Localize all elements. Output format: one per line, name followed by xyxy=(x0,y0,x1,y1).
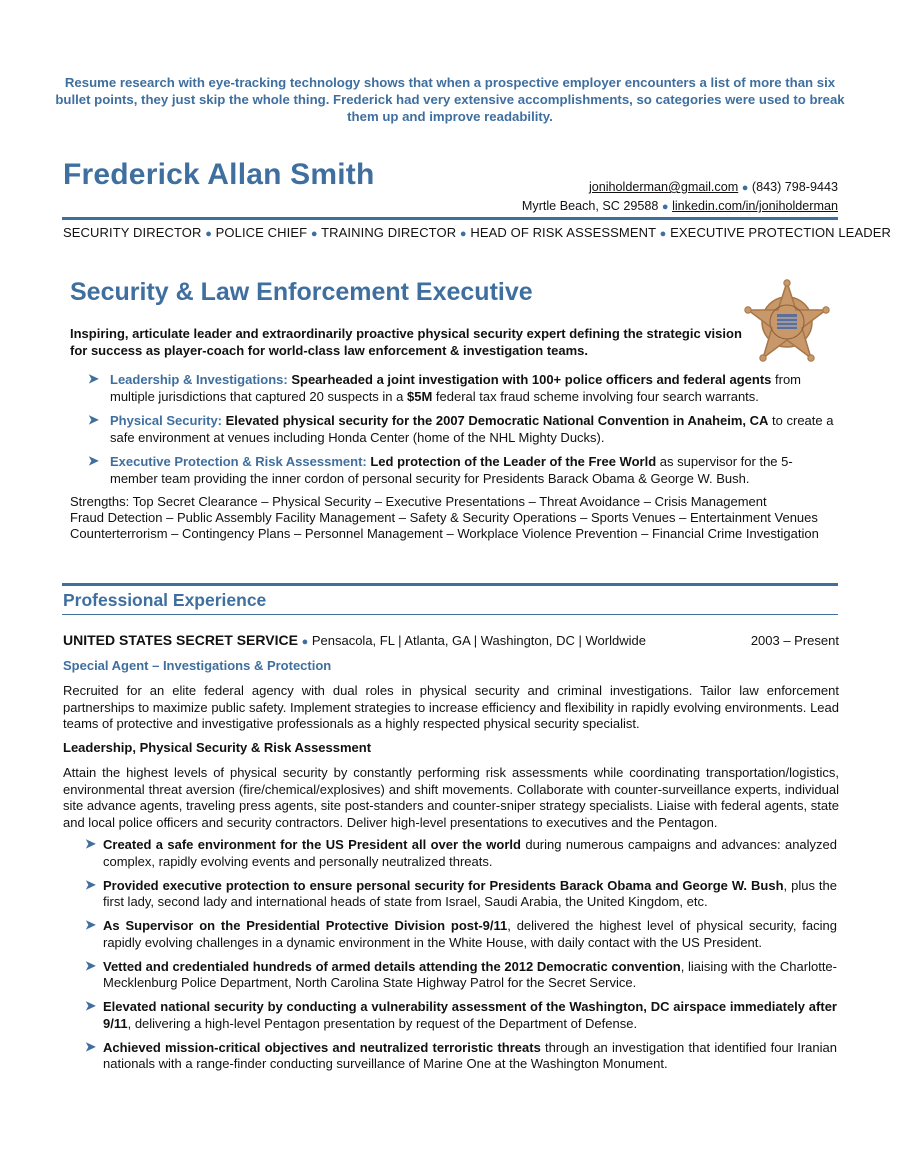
separator-dot: ● xyxy=(741,182,749,194)
achievement-bold: As Supervisor on the Presidential Protective Division post-9/11 xyxy=(103,918,508,933)
separator-dot: ● xyxy=(459,228,467,240)
list-item xyxy=(85,959,837,992)
chevron-right-icon: ➤ xyxy=(85,1038,96,1054)
contact-block xyxy=(522,178,838,216)
headline: Security & Law Enforcement Executive xyxy=(70,278,533,306)
strengths xyxy=(70,494,840,542)
achievement-text: , delivered the highest level of physical security, facing rapidly evolving challenges in a dynamic environment in the White House, with daily contact with the US President. xyxy=(103,918,837,950)
strengths-line: Fraud Detection – Public Assembly Facility Management – Safety & Security Operations – Sports Venues – Entertainment Venues xyxy=(70,510,818,525)
achievement-text: , plus the first lady, second lady and international heads of state from Israel, Saudi Arabia, the United Kingdom, etc. xyxy=(103,877,837,909)
chevron-right-icon: ➤ xyxy=(85,836,96,851)
subheading: Leadership, Physical Security & Risk Assessment xyxy=(63,740,372,755)
separator-dot: ● xyxy=(310,228,318,240)
employer-line xyxy=(63,632,839,648)
list-item xyxy=(85,999,837,1032)
employment-dates: 2003 – Present xyxy=(750,633,839,648)
linkedin-link[interactable]: linkedin.com/in/joniholderman xyxy=(672,199,838,213)
highlight-text: as supervisor for the 5-member team providing the inner cordon of personal security for Presidents Barack Obama & George W. Bush. xyxy=(110,454,793,486)
title-item: SECURITY DIRECTOR xyxy=(63,225,202,240)
title-item: POLICE CHIEF xyxy=(215,225,308,240)
achievements-list xyxy=(85,837,837,1080)
list-item xyxy=(85,918,837,951)
section-rule xyxy=(62,583,838,586)
candidate-name: Frederick Allan Smith xyxy=(63,158,375,191)
chevron-right-icon: ➤ xyxy=(85,917,96,932)
strengths-line: Counterterrorism – Contingency Plans – Personnel Management – Workplace Violence Prevention – Financial Crime Investigation xyxy=(70,526,819,541)
separator-dot: ● xyxy=(205,228,212,240)
list-item xyxy=(85,1040,837,1073)
highlight-money: $5M xyxy=(407,389,433,404)
highlight-category: Executive Protection & Risk Assessment: xyxy=(110,454,367,469)
achievement-text: , delivering a high-level Pentagon presentation by request of the Department of Defense. xyxy=(127,1015,638,1031)
chevron-right-icon: ➤ xyxy=(88,453,99,468)
highlight-category: Physical Security: xyxy=(110,413,222,428)
achievement-bold: Created a safe environment for the US President all over the world xyxy=(103,837,521,852)
header-rule xyxy=(62,217,838,220)
location: Myrtle Beach, SC 29588 xyxy=(521,199,659,213)
job-title: Special Agent – Investigations & Protection xyxy=(63,658,332,673)
achievement-text: during numerous campaigns and advances: analyzed complex, rapidly evolving events and personally neutralized threats. xyxy=(103,837,837,869)
title-item: TRAINING DIRECTOR xyxy=(321,225,457,240)
highlight-bold: Elevated physical security for the 2007 Democratic National Convention in Anaheim, CA xyxy=(225,413,769,428)
highlight-text: federal tax fraud scheme involving four search warrants. xyxy=(432,389,759,404)
highlight-bold: Led protection of the Leader of the Free World xyxy=(370,454,657,469)
highlight-text: to create a safe environment at venues including Honda Center (home of the NHL Mighty Ducks). xyxy=(110,413,834,445)
star-badge-icon xyxy=(742,278,832,366)
chevron-right-icon: ➤ xyxy=(88,371,99,386)
intro-note: Resume research with eye-tracking technology shows that when a prospective employer encounters a list of more than six bullet points, they just skip the whole thing. Frederick had very extensive accomplishments, so categories were used to break them up and improve readability. xyxy=(55,75,845,124)
achievement-bold: Achieved mission-critical objectives and neutralized terroristic threats xyxy=(103,1039,541,1055)
employer-name: UNITED STATES SECRET SERVICE xyxy=(63,632,298,648)
role-overview: Recruited for an elite federal agency with dual roles in physical security and criminal investigations. Tailor law enforcement partnerships to maximize public safety. Implement strategies to increase efficiency and flexibility in rapidly evolving environments. Lead teams of protective and investigative professionals as a highly respected physical security specialist. xyxy=(63,683,839,731)
chevron-right-icon: ➤ xyxy=(88,412,99,427)
target-titles xyxy=(63,225,891,240)
list-item xyxy=(85,878,837,911)
chevron-right-icon: ➤ xyxy=(85,957,96,973)
role-description: Attain the highest levels of physical security by constantly performing risk assessments while coordinating transportation/logistics, environmental threat aversion (fire/chemical/explosives) and shift movements. Collaborate with counter-surveillance experts, individual site advance agents, traveling press agents, site post-standers and counter-sniper strategy specialists. Liaise with federal agents, state and local police officers and security contractors. Deliver high-level presentations to executives and the Pentagon. xyxy=(63,765,839,830)
list-item xyxy=(88,453,838,487)
list-item xyxy=(88,371,838,405)
employer-locations: Pensacola, FL | Atlanta, GA | Washington, DC | Worldwide xyxy=(311,633,646,648)
achievement-bold: Elevated national security by conducting a vulnerability assessment of the Washington, DC airspace immediately after 9/11 xyxy=(103,999,837,1031)
email-link[interactable]: joniholderman@gmail.com xyxy=(588,180,739,194)
phone: (843) 798-9443 xyxy=(751,180,838,194)
achievement-text: , liaising with the Charlotte-Mecklenburg Police Department, North Carolina State Highway Patrol for the Secret Service. xyxy=(103,958,837,990)
chevron-right-icon: ➤ xyxy=(85,998,96,1013)
title-item: EXECUTIVE PROTECTION LEADER xyxy=(670,225,891,240)
chevron-right-icon: ➤ xyxy=(85,876,96,892)
achievement-bold: Vetted and credentialed hundreds of armed details attending the 2012 Democratic convention xyxy=(103,958,681,974)
highlight-bold: Spearheaded a joint investigation with 100+ police officers and federal agents xyxy=(291,372,772,387)
separator-dot: ● xyxy=(661,201,669,213)
achievement-text: through an investigation that identified four Iranian nationals with a range-finder conducting surveillance of Marine One at the Washington Monument. xyxy=(103,1039,837,1071)
list-item xyxy=(85,837,837,870)
title-item: HEAD OF RISK ASSESSMENT xyxy=(470,225,656,240)
achievement-bold: Provided executive protection to ensure personal security for Presidents Barack Obama and George W. Bush xyxy=(103,877,784,893)
summary: Inspiring, articulate leader and extraordinarily proactive physical security expert defining the strategic vision for success as player-coach for world-class law enforcement & investigation teams. xyxy=(70,326,742,358)
strengths-line: Strengths: Top Secret Clearance – Physical Security – Executive Presentations – Threat Avoidance – Crisis Management xyxy=(70,494,767,509)
highlight-category: Leadership & Investigations: xyxy=(110,372,288,387)
highlights-list xyxy=(88,371,838,494)
separator-dot: ● xyxy=(301,636,309,648)
highlight-text: from multiple jurisdictions that captured 20 suspects in a xyxy=(110,372,802,404)
list-item xyxy=(88,412,838,446)
separator-dot: ● xyxy=(659,228,667,240)
section-underline xyxy=(62,614,838,615)
section-title: Professional Experience xyxy=(63,590,267,610)
